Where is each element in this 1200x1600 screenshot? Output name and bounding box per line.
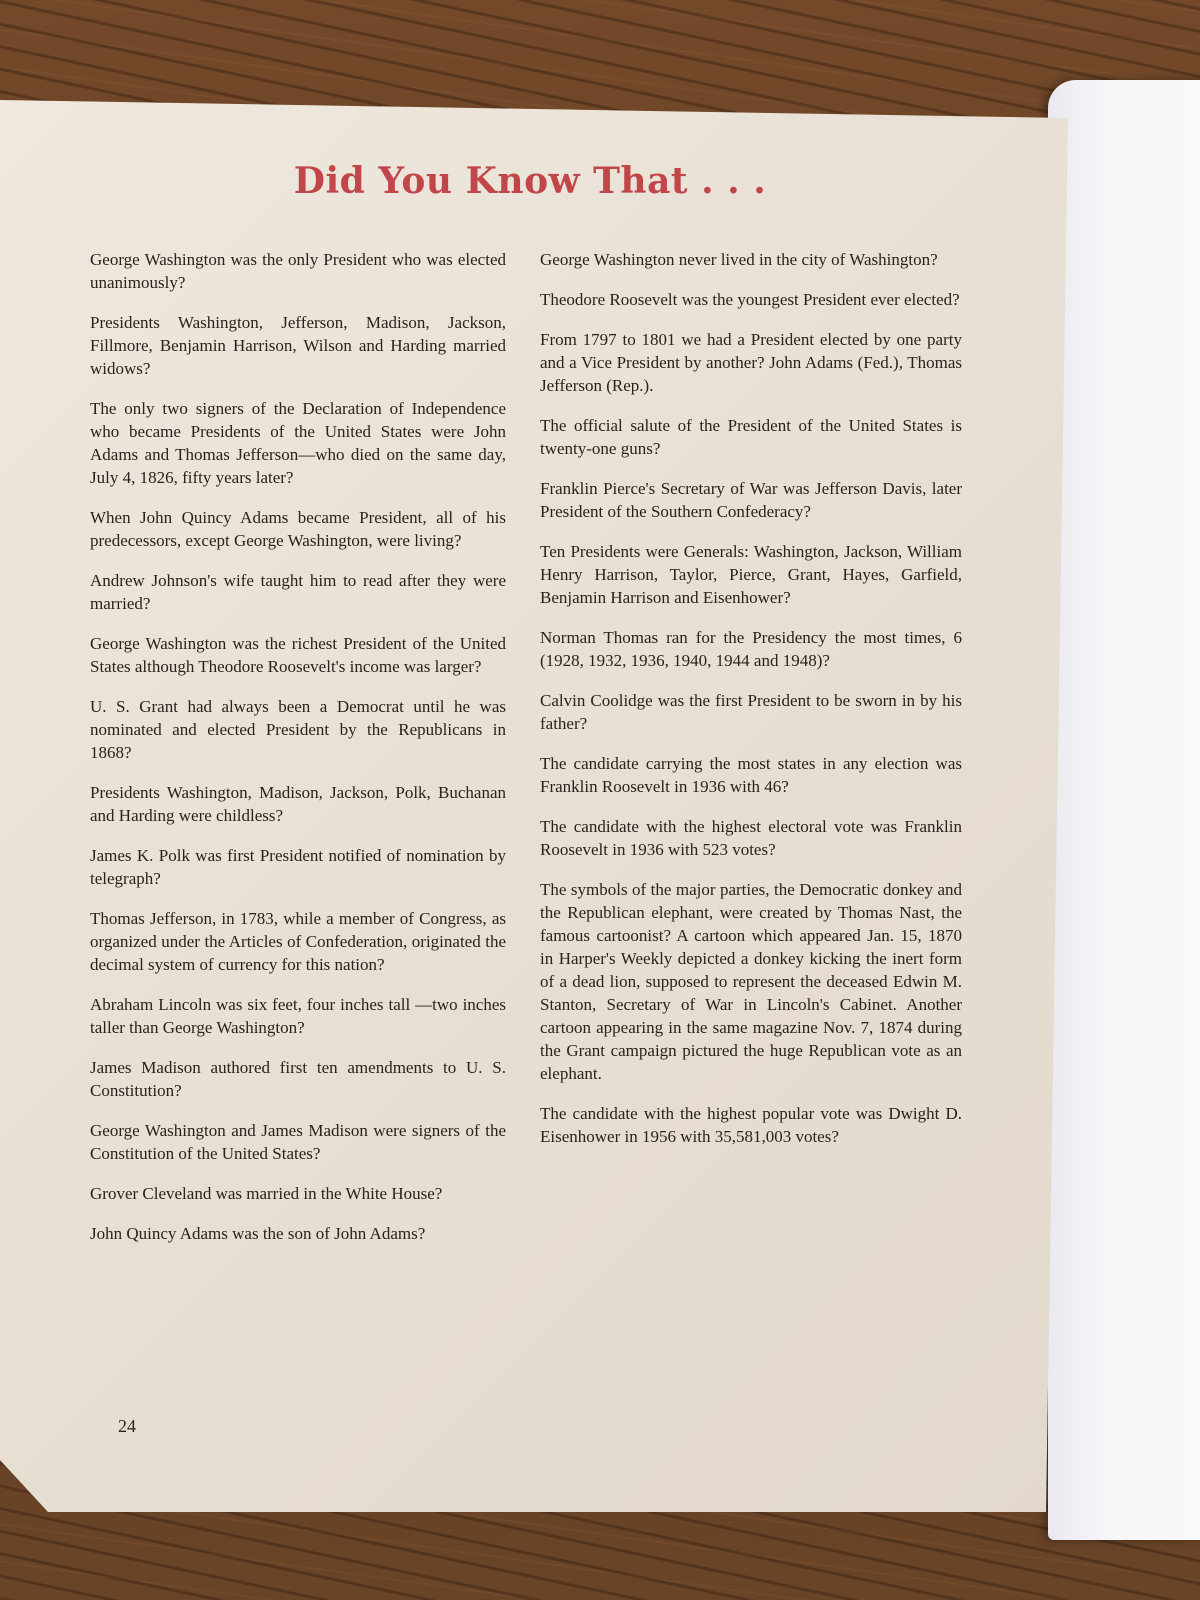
fact-item: Franklin Pierce's Secretary of War was Jefferson Davis, later President of the Southern Confederacy? xyxy=(540,479,962,521)
fact-item: The symbols of the major parties, the Democratic donkey and the Republican elephant, were created by Thomas Nast, the famous cartoonist? A cartoon which appeared Jan. 15, 1870 in Harper's Weekly depicted a donkey kicking the inert form of a dead lion, supposed to represent the deceased Edwin M. Stanton, Secretary of War in Lincoln's Cabinet. Another cartoon appearing in the same magazine Nov. 7, 1874 during the Grant campaign pictured the huge Republican vote as an elephant. xyxy=(540,880,962,1083)
fact-item: Norman Thomas ran for the Presidency the most times, 6 (1928, 1932, 1936, 1940, 1944 and 1948)? xyxy=(540,628,962,670)
fact-item: From 1797 to 1801 we had a President elected by one party and a Vice President by another? John Adams (Fed.), Thomas Jefferson (Rep.). xyxy=(540,330,962,395)
left-column xyxy=(90,248,506,1262)
fact-item: Presidents Washington, Jefferson, Madison, Jackson, Fillmore, Benjamin Harrison, Wilson and Harding married widows? xyxy=(90,313,506,378)
fact-item: George Washington and James Madison were signers of the Constitution of the United States? xyxy=(90,1121,506,1163)
fact-item: George Washington never lived in the city of Washington? xyxy=(540,250,938,269)
fact-item: Thomas Jefferson, in 1783, while a member of Congress, as organized under the Articles of Confederation, originated the decimal system of currency for this nation? xyxy=(90,909,506,974)
fact-item: George Washington was the only President who was elected unanimously? xyxy=(90,250,506,292)
fact-item: Theodore Roosevelt was the youngest President ever elected? xyxy=(540,290,960,309)
fact-item: James K. Polk was first President notified of nomination by telegraph? xyxy=(90,846,506,888)
page-number: 24 xyxy=(118,1416,136,1436)
fact-item: Andrew Johnson's wife taught him to read after they were married? xyxy=(90,571,506,613)
page-title: Did You Know That . . . xyxy=(293,160,767,202)
fact-item: Calvin Coolidge was the first President to be sworn in by his father? xyxy=(540,691,962,733)
fact-item: U. S. Grant had always been a Democrat until he was nominated and elected President by the Republicans in 1868? xyxy=(90,697,506,762)
fact-item: Ten Presidents were Generals: Washington, Jackson, William Henry Harrison, Taylor, Pierce, Grant, Hayes, Garfield, Benjamin Harrison and Eisenhower? xyxy=(540,542,962,607)
fact-item: George Washington was the richest President of the United States although Theodore Roosevelt's income was larger? xyxy=(90,634,506,676)
adjacent-blank-page xyxy=(1048,80,1200,1540)
fact-item: John Quincy Adams was the son of John Adams? xyxy=(90,1224,426,1243)
fact-item: When John Quincy Adams became President, all of his predecessors, except George Washington, were living? xyxy=(90,508,506,550)
right-column xyxy=(540,248,962,1165)
fact-item: Abraham Lincoln was six feet, four inches tall —two inches taller than George Washington? xyxy=(90,995,506,1037)
fact-item: James Madison authored first ten amendments to U. S. Constitution? xyxy=(90,1058,506,1100)
fact-item: The official salute of the President of the United States is twenty-one guns? xyxy=(540,416,962,458)
fact-item: The candidate with the highest popular vote was Dwight D. Eisenhower in 1956 with 35,581,003 votes? xyxy=(540,1104,962,1146)
fact-item: The only two signers of the Declaration of Independence who became Presidents of the United States were John Adams and Thomas Jefferson—who died on the same day, July 4, 1826, fifty years later? xyxy=(90,399,506,487)
fact-item: Grover Cleveland was married in the White House? xyxy=(90,1184,443,1203)
fact-item: The candidate with the highest electoral vote was Franklin Roosevelt in 1936 with 523 votes? xyxy=(540,817,962,859)
fact-item: The candidate carrying the most states in any election was Franklin Roosevelt in 1936 with 46? xyxy=(540,754,962,796)
fact-item: Presidents Washington, Madison, Jackson, Polk, Buchanan and Harding were childless? xyxy=(90,783,506,825)
